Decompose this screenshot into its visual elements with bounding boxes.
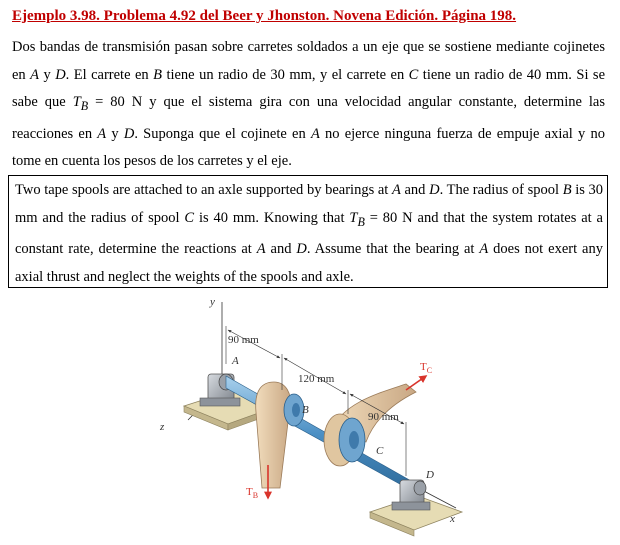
- text-segment: is 30 mm and the radius of spool: [15, 182, 604, 226]
- bearing-a-foot: [200, 398, 240, 406]
- tension-subscript: B: [80, 99, 89, 114]
- spanish-problem-text: [12, 34, 605, 176]
- text-segment: = 80 N y que el sistema gira con una velocidad angular constante, determine las reacciones en: [12, 94, 606, 142]
- y-axis-label: y: [210, 296, 215, 308]
- point-ref: D: [55, 66, 66, 83]
- tape-b: [256, 382, 291, 488]
- text-segment: Two tape spools are attached to an axle supported by bearings at: [15, 182, 392, 198]
- text-segment: . Assume that the bearing at: [306, 241, 480, 258]
- figure-svg: [160, 290, 460, 540]
- tc-label: $T_C$: [420, 361, 433, 375]
- z-axis-label: z: [160, 421, 165, 433]
- point-b-label: B: [302, 404, 309, 416]
- point-ref: A: [479, 241, 489, 258]
- text-segment: tiene un radio de 30 mm, y el carrete en: [161, 66, 409, 83]
- point-ref: A: [391, 182, 401, 198]
- text-segment: and: [400, 182, 430, 198]
- text-segment: y: [39, 66, 56, 83]
- point-d-label: D: [426, 469, 434, 481]
- tension-symbol: T: [72, 94, 81, 111]
- text-segment: . The radius of spool: [439, 182, 563, 198]
- point-ref: B: [153, 66, 162, 83]
- text-segment: is 40 mm. Knowing that: [194, 209, 350, 226]
- point-ref: A: [256, 241, 266, 258]
- text-segment: = 80 N and that the system rotates at a constant rate, determine the reactions at: [15, 209, 603, 258]
- dim3-label: 90 mm: [368, 411, 399, 423]
- text-segment: and: [265, 241, 297, 258]
- example-title: Ejemplo 3.98. Problema 4.92 del Beer y Jhonston. Novena Edición. Página 198.: [12, 8, 517, 24]
- point-ref: D: [429, 182, 440, 198]
- text-segment: tiene un radio de 40 mm. Si se sabe que: [12, 66, 606, 111]
- english-problem-text: [15, 177, 603, 291]
- dim2-label: 120 mm: [298, 373, 335, 385]
- bearing-d-hub: [414, 481, 426, 495]
- spool-c-hub: [349, 431, 359, 449]
- english-problem-box: [8, 175, 608, 288]
- text-segment: Dos bandas de transmisión pasan sobre carretes soldados a un eje que se sostiene mediante cojinetes en: [12, 39, 605, 83]
- point-ref: A: [97, 125, 107, 142]
- text-segment: . Suponga que el cojinete en: [134, 125, 311, 142]
- point-ref: D: [123, 125, 135, 142]
- bearing-d-foot: [392, 502, 430, 510]
- spool-b-hub: [292, 403, 300, 417]
- dim1-label: 90 mm: [228, 334, 259, 346]
- point-c-label: C: [376, 445, 384, 457]
- point-ref: A: [310, 125, 320, 142]
- tc-force-arrow: [406, 376, 426, 390]
- point-ref: A: [30, 66, 40, 83]
- point-ref: C: [184, 209, 195, 226]
- x-axis-label: x: [450, 513, 455, 525]
- text-segment: y: [106, 125, 124, 142]
- tension-subscript: B: [357, 214, 365, 229]
- tb-label: $T_B$: [246, 486, 259, 500]
- point-ref: C: [408, 66, 419, 83]
- point-a-label: A: [232, 355, 239, 367]
- text-segment: . El carrete en: [65, 66, 154, 83]
- text-segment: does not exert any axial thrust and neglect the weights of the spools and axle.: [15, 241, 603, 285]
- tension-symbol: T: [349, 209, 358, 226]
- text-segment: no ejerce ninguna fuerza de empuje axial y no tome en cuenta los pesos de los carretes y el eje.: [12, 125, 606, 170]
- point-ref: B: [562, 182, 572, 198]
- spool-axle-figure: [160, 290, 460, 540]
- point-ref: D: [296, 241, 307, 258]
